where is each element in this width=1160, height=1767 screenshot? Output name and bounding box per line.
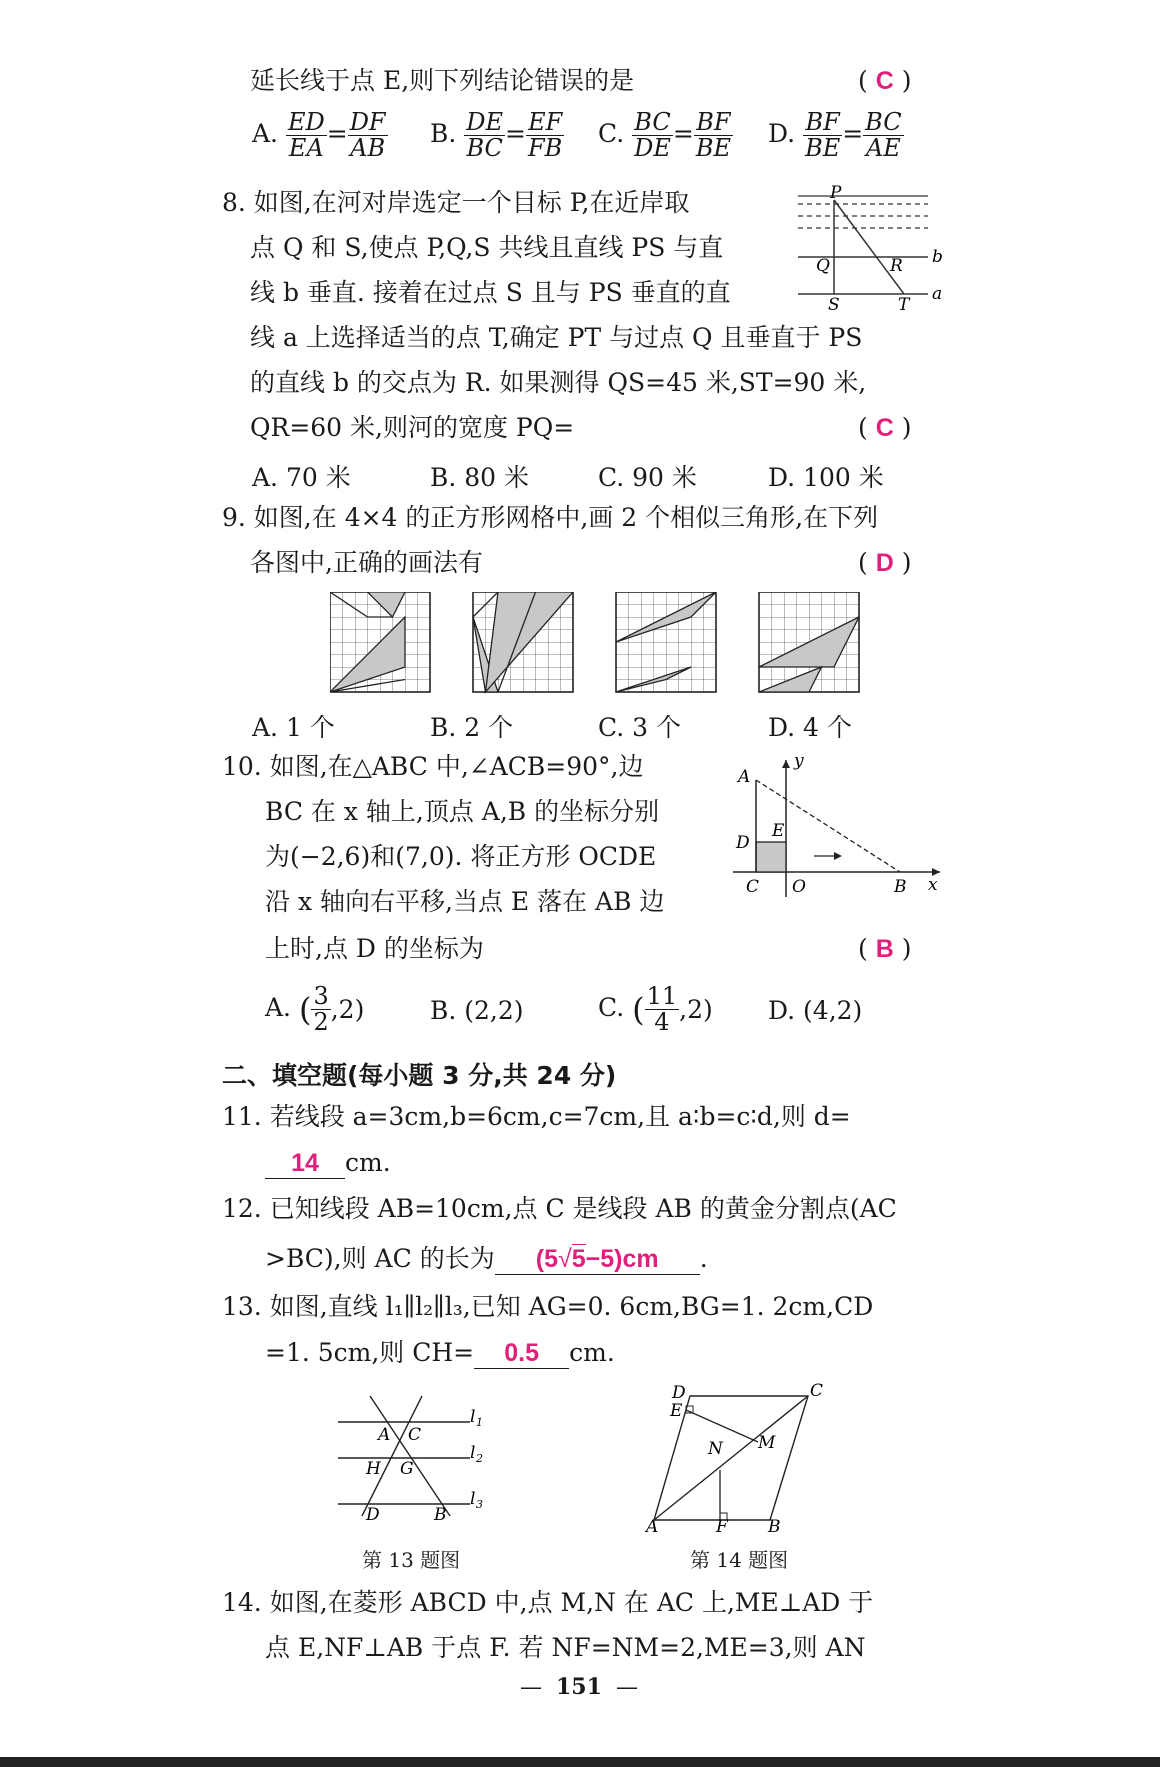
q10-label-c: C: [746, 877, 760, 897]
q8-line-5: 的直线 b 的交点为 R. 如果测得 QS=45 米,ST=90 米,: [250, 368, 867, 397]
q9-answer: D: [875, 549, 894, 577]
q14-label-f: F: [716, 1517, 728, 1532]
q9-option-a: A. 1 个: [252, 713, 335, 742]
q8-line-3: 线 b 垂直. 接着在过点 S 且与 PS 垂直的直: [250, 278, 731, 307]
q9-line-2: 各图中,正确的画法有: [250, 548, 483, 577]
q14-caption: 第 14 题图: [690, 1548, 789, 1572]
q9-answer-paren: ( D ): [858, 548, 912, 577]
q10-line-1: 10. 如图,在△ABC 中,∠ACB=90°,边: [222, 752, 644, 781]
q8-label-b: b: [932, 247, 943, 267]
q10-line-5: 上时,点 D 的坐标为: [265, 934, 484, 963]
q7-option-b: B. $\frac{DE}{BC}$ = $\frac{EF}{FB}$: [430, 108, 563, 163]
q13-label-l2-sub: 2: [476, 1452, 483, 1465]
q10-label-e: E: [772, 821, 785, 841]
q8-river-figure: [790, 182, 950, 312]
q9-grid-2: [473, 592, 573, 692]
q8-line-6: QR=60 米,则河的宽度 PQ=: [250, 413, 575, 442]
q11-line-2: 14 cm.: [265, 1148, 391, 1179]
q8-label-s: S: [828, 295, 840, 312]
q10-label-y: y: [794, 752, 804, 771]
q14-label-d: D: [672, 1383, 686, 1403]
q13-parallel-lines-figure: [330, 1392, 500, 1532]
q11-answer: 14: [291, 1149, 319, 1177]
q10-answer-paren: ( B ): [858, 934, 912, 963]
q8-label-r: R: [890, 256, 903, 276]
q14-line-2: 点 E,NF⊥AB 于点 F. 若 NF=NM=2,ME=3,则 AN: [265, 1633, 866, 1662]
q7-option-c: C. $\frac{BC}{DE}$ = $\frac{BF}{BE}$: [598, 108, 732, 163]
q9-line-1: 9. 如图,在 4×4 的正方形网格中,画 2 个相似三角形,在下列: [222, 503, 879, 532]
q7-answer: C: [875, 67, 894, 95]
bottom-bar: [0, 1757, 1160, 1767]
q12-line-2: >BC),则 AC 的长为 (5√5−5)cm .: [265, 1244, 708, 1273]
q13-label-d: D: [366, 1505, 380, 1525]
q13-label-l3: l: [470, 1489, 476, 1509]
q10-line-3: 为(−2,6)和(7,0). 将正方形 OCDE: [265, 842, 657, 871]
q8-option-b: B. 80 米: [430, 463, 530, 492]
q7-option-d: D. $\frac{BF}{BE}$ = $\frac{BC}{AE}$: [768, 108, 902, 163]
page-number: — 151 —: [520, 1674, 638, 1700]
q7-answer-paren: ( C ): [858, 66, 912, 95]
q8-label-t: T: [898, 295, 910, 312]
q13-line-1: 13. 如图,直线 l₁∥l₂∥l₃,已知 AG=0. 6cm,BG=1. 2cm,CD: [222, 1292, 874, 1321]
q8-answer-paren: ( C ): [858, 413, 912, 442]
q10-label-b: B: [894, 877, 907, 897]
q13-label-l2: l: [470, 1443, 476, 1463]
q14-label-n: N: [708, 1439, 723, 1459]
q13-label-a: A: [378, 1425, 391, 1445]
q11-line-1: 11. 若线段 a=3cm,b=6cm,c=7cm,且 a∶b=c∶d,则 d=: [222, 1102, 851, 1131]
q13-label-l3-sub: 3: [476, 1498, 483, 1511]
q13-label-h: H: [366, 1459, 381, 1479]
q7-option-a: A. $\frac{ED}{EA}$ = $\frac{DF}{AB}$: [252, 108, 386, 163]
q10-line-2: BC 在 x 轴上,顶点 A,B 的坐标分别: [265, 797, 660, 826]
q9-option-b: B. 2 个: [430, 713, 514, 742]
q10-option-c: C. ( $\frac{11}{4}$ ,2): [598, 982, 713, 1037]
q13-answer: 0.5: [504, 1339, 540, 1367]
q13-label-l1: l: [470, 1407, 476, 1427]
q10-label-x: x: [928, 875, 938, 895]
q8-line-4: 线 a 上选择适当的点 T,确定 PT 与过点 Q 且垂直于 PS: [250, 323, 863, 352]
q10-line-4: 沿 x 轴向右平移,当点 E 落在 AB 边: [265, 887, 665, 916]
q8-line-1: 8. 如图,在河对岸选定一个目标 P,在近岸取: [222, 188, 690, 217]
q8-option-a: A. 70 米: [252, 463, 351, 492]
q10-answer: B: [875, 935, 894, 963]
q10-label-a: A: [738, 767, 751, 787]
q14-label-c: C: [810, 1382, 824, 1401]
q12-line-1: 12. 已知线段 AB=10cm,点 C 是线段 AB 的黄金分割点(AC: [222, 1194, 897, 1223]
q10-label-d: D: [736, 833, 750, 853]
q9-grid-figures: [330, 592, 860, 694]
q10-option-b: B. (2,2): [430, 996, 524, 1025]
q13-line-2: =1. 5cm,则 CH= 0.5 cm.: [265, 1338, 615, 1367]
q10-label-o: O: [792, 877, 806, 897]
q9-option-d: D. 4 个: [768, 713, 852, 742]
q13-caption: 第 13 题图: [362, 1548, 461, 1572]
q8-option-d: D. 100 米: [768, 463, 884, 492]
q8-label-p: P: [830, 183, 842, 203]
q14-rhombus-figure: [640, 1382, 840, 1532]
q14-line-1: 14. 如图,在菱形 ABCD 中,点 M,N 在 AC 上,ME⊥AD 于: [222, 1588, 874, 1617]
q10-coordinate-figure: [728, 752, 948, 902]
q14-label-e: E: [670, 1401, 683, 1421]
q8-label-a: a: [932, 284, 943, 304]
q9-grid-1: [330, 592, 430, 692]
q10-option-a: A. ( $\frac{3}{2}$ ,2): [265, 982, 365, 1037]
q8-label-q: Q: [816, 256, 830, 276]
q9-option-c: C. 3 个: [598, 713, 681, 742]
q8-option-c: C. 90 米: [598, 463, 697, 492]
q13-label-l1-sub: 1: [476, 1416, 483, 1429]
q14-label-b: B: [768, 1517, 781, 1532]
q13-label-g: G: [400, 1459, 414, 1479]
q14-label-m: M: [758, 1433, 776, 1453]
q12-answer: (5√5−5)cm: [535, 1245, 659, 1273]
q10-option-d: D. (4,2): [768, 996, 863, 1025]
section-2-heading: 二、填空题(每小题 3 分,共 24 分): [222, 1061, 617, 1090]
q8-answer: C: [875, 414, 894, 442]
q13-label-b: B: [434, 1505, 447, 1525]
q7-stem-tail: 延长线于点 E,则下列结论错误的是: [250, 66, 635, 95]
q9-grid-4: [759, 592, 859, 692]
q8-line-2: 点 Q 和 S,使点 P,Q,S 共线且直线 PS 与直: [250, 233, 724, 262]
q14-label-a: A: [646, 1517, 659, 1532]
q9-grid-3: [616, 592, 716, 692]
q13-label-c: C: [408, 1425, 422, 1445]
